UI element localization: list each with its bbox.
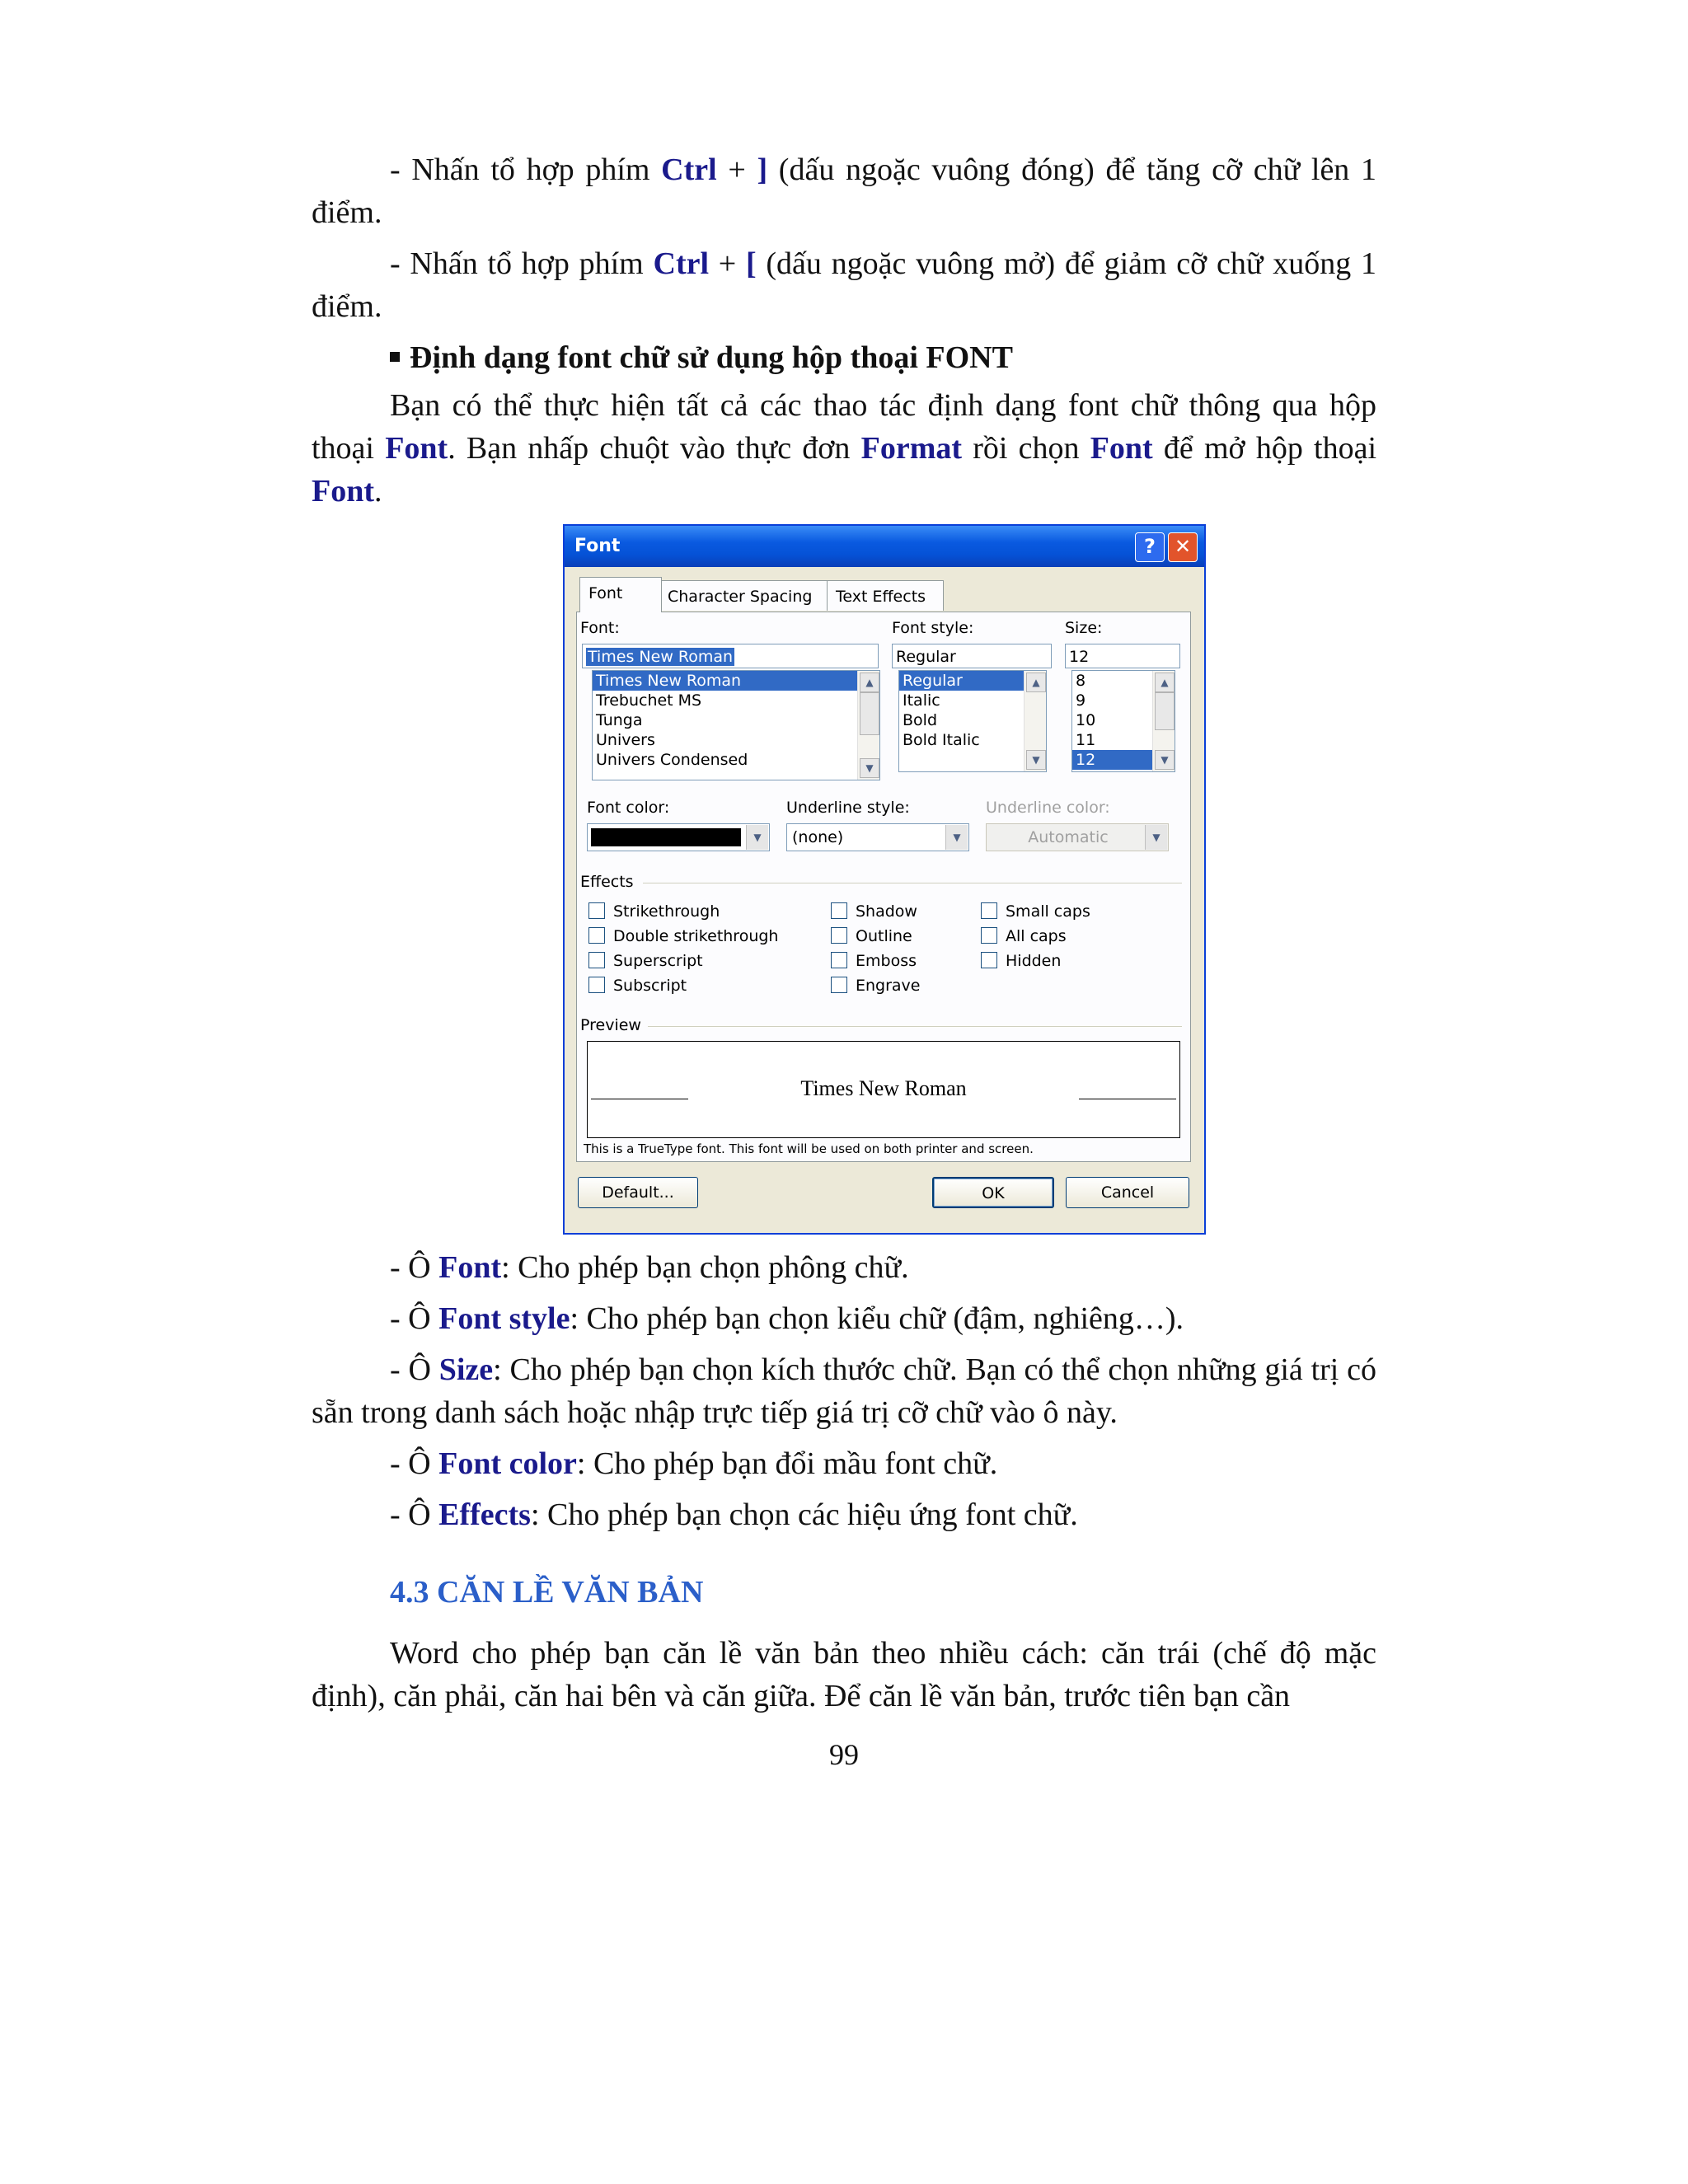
preview-text: Times New Roman xyxy=(800,1076,967,1100)
paragraph-ctrl-decrease: - Nhấn tổ hợp phím Ctrl + [ (dấu ngoặc vuông mở) để giảm cỡ chữ xuống 1 điểm. xyxy=(312,246,1376,324)
close-icon[interactable]: ✕ xyxy=(1168,532,1198,562)
option-list xyxy=(312,1246,1376,1536)
shadow-checkbox[interactable]: Shadow xyxy=(831,901,917,922)
list-item[interactable]: 12 xyxy=(1072,750,1175,770)
help-icon[interactable]: ? xyxy=(1135,532,1165,562)
option-item-font-color: - Ô Font color: Cho phép bạn đổi mầu font chữ. xyxy=(390,1446,998,1481)
list-item[interactable]: Bold Italic xyxy=(903,731,980,749)
tab-character-spacing[interactable]: Character Spacing xyxy=(659,580,832,611)
scroll-down-arrow-icon[interactable]: ▼ xyxy=(1026,750,1046,770)
font-style-label: Font style: xyxy=(892,619,974,637)
scroll-down-arrow-icon[interactable]: ▼ xyxy=(860,758,879,778)
list-item[interactable]: Regular xyxy=(899,671,1046,691)
keyword-bracket-close: ] xyxy=(757,152,768,187)
list-item[interactable]: Univers Condensed xyxy=(596,751,748,769)
scrollbar[interactable] xyxy=(1024,671,1046,771)
size-list[interactable] xyxy=(1071,670,1175,772)
effects-group: Effects xyxy=(580,873,1182,891)
dialog-title: Font xyxy=(574,536,621,556)
list-item[interactable]: Times New Roman xyxy=(593,671,879,691)
scroll-up-arrow-icon[interactable]: ▲ xyxy=(1155,673,1175,692)
underline-style-label: Underline style: xyxy=(786,799,910,817)
page-number: 99 xyxy=(829,1738,859,1771)
dialog-title-bar[interactable] xyxy=(565,526,1204,567)
list-item[interactable]: 10 xyxy=(1076,711,1096,729)
paragraph-font-dialog-intro: Bạn có thể thực hiện tất cả các thao tác định dạng font chữ thông qua hộp thoại Font. Bạn nhấp chuột vào thực đơn Format rồi chọn Font để mở hộp thoại Font. xyxy=(312,388,1377,509)
paragraph-ctrl-increase: - Nhấn tổ hợp phím Ctrl + ] (dấu ngoặc vuông đóng) để tăng cỡ chữ lên 1 điểm. xyxy=(312,152,1376,230)
tab-font[interactable]: Font xyxy=(579,577,662,612)
color-swatch xyxy=(591,828,741,846)
size-label: Size: xyxy=(1065,619,1103,637)
list-item[interactable]: Trebuchet MS xyxy=(596,691,702,710)
all-caps-checkbox[interactable]: All caps xyxy=(981,926,1067,947)
scrollbar-thumb[interactable] xyxy=(1155,692,1175,730)
double-strikethrough-checkbox[interactable]: Double strikethrough xyxy=(588,926,778,947)
chevron-down-icon[interactable]: ▼ xyxy=(945,825,968,850)
font-color-dropdown[interactable] xyxy=(587,823,770,851)
preview-group: Preview xyxy=(580,1016,1182,1034)
scrollbar-thumb[interactable] xyxy=(860,692,879,735)
superscript-checkbox[interactable]: Superscript xyxy=(588,950,703,972)
font-label: Font: xyxy=(580,619,620,637)
font-name-input[interactable]: Times New Roman xyxy=(582,644,879,668)
scroll-up-arrow-icon[interactable]: ▲ xyxy=(860,673,879,692)
option-item-effects: - Ô Effects: Cho phép bạn chọn các hiệu ứng font chữ. xyxy=(390,1497,1078,1532)
scroll-up-arrow-icon[interactable]: ▲ xyxy=(1026,673,1046,692)
outline-checkbox[interactable]: Outline xyxy=(831,926,912,947)
font-style-input[interactable]: Regular xyxy=(892,644,1052,668)
font-dialog-figure xyxy=(563,524,1206,1235)
paragraph-alignment-intro: Word cho phép bạn căn lề văn bản theo nhiều cách: căn trái (chế độ mặc định), căn phải, căn hai bên và căn giữa. Để căn lề văn bản, trước tiên bạn cần xyxy=(312,1636,1376,1713)
truetype-note: This is a TrueType font. This font will be used on both printer and screen. xyxy=(584,1141,1034,1156)
chevron-down-icon: ▼ xyxy=(1145,825,1167,850)
divider xyxy=(648,1026,1182,1027)
option-item-size: - Ô Size: Cho phép bạn chọn kích thước chữ. Bạn có thể chọn những giá trị có sẵn trong danh sách hoặc nhập trực tiếp giá trị cỡ chữ vào ô này. xyxy=(312,1352,1376,1430)
option-item-font-style: - Ô Font style: Cho phép bạn chọn kiểu chữ (đậm, nghiêng…). xyxy=(390,1301,1184,1336)
list-item[interactable]: Italic xyxy=(903,691,940,710)
option-item-font: - Ô Font: Cho phép bạn chọn phông chữ. xyxy=(390,1250,909,1285)
subheading-font-dialog: Định dạng font chữ sử dụng hộp thoại FONT xyxy=(390,336,1376,379)
list-item[interactable]: 8 xyxy=(1076,672,1086,690)
scrollbar[interactable] xyxy=(1152,671,1175,771)
hidden-checkbox[interactable]: Hidden xyxy=(981,950,1061,972)
font-dialog xyxy=(563,524,1206,1235)
keyword-ctrl: Ctrl xyxy=(661,152,717,187)
list-item[interactable]: Bold xyxy=(903,711,937,729)
underline-style-dropdown[interactable]: (none) ▼ xyxy=(786,823,969,851)
font-tab-panel xyxy=(576,612,1191,1162)
list-item[interactable]: Univers xyxy=(596,731,655,749)
default-button[interactable]: Default... xyxy=(578,1177,698,1208)
underline-color-label: Underline color: xyxy=(986,799,1110,817)
keyword-ctrl: Ctrl xyxy=(653,246,710,281)
subscript-checkbox[interactable]: Subscript xyxy=(588,975,687,996)
list-item[interactable]: 11 xyxy=(1076,731,1096,749)
square-bullet-icon xyxy=(390,352,400,362)
preview-box xyxy=(587,1041,1180,1138)
cancel-button[interactable]: Cancel xyxy=(1066,1177,1189,1208)
document-page xyxy=(312,148,1376,1726)
font-name-list[interactable] xyxy=(592,670,880,780)
section-heading: 4.3 CĂN LỀ VĂN BẢN xyxy=(390,1575,704,1610)
list-item[interactable]: 9 xyxy=(1076,691,1086,710)
ok-button[interactable]: OK xyxy=(932,1177,1054,1208)
strikethrough-checkbox[interactable]: Strikethrough xyxy=(588,901,720,922)
scrollbar[interactable] xyxy=(857,671,879,780)
emboss-checkbox[interactable]: Emboss xyxy=(831,950,917,972)
size-input[interactable]: 12 xyxy=(1065,644,1180,668)
chevron-down-icon[interactable]: ▼ xyxy=(746,825,768,850)
tab-text-effects[interactable]: Text Effects xyxy=(827,580,944,611)
font-color-label: Font color: xyxy=(587,799,670,817)
underline-color-dropdown: Automatic ▼ xyxy=(986,823,1169,851)
font-style-list[interactable] xyxy=(898,670,1047,772)
small-caps-checkbox[interactable]: Small caps xyxy=(981,901,1090,922)
keyword-bracket-open: [ xyxy=(745,246,757,281)
scroll-down-arrow-icon[interactable]: ▼ xyxy=(1155,750,1175,770)
list-item[interactable]: Tunga xyxy=(596,711,643,729)
engrave-checkbox[interactable]: Engrave xyxy=(831,975,921,996)
